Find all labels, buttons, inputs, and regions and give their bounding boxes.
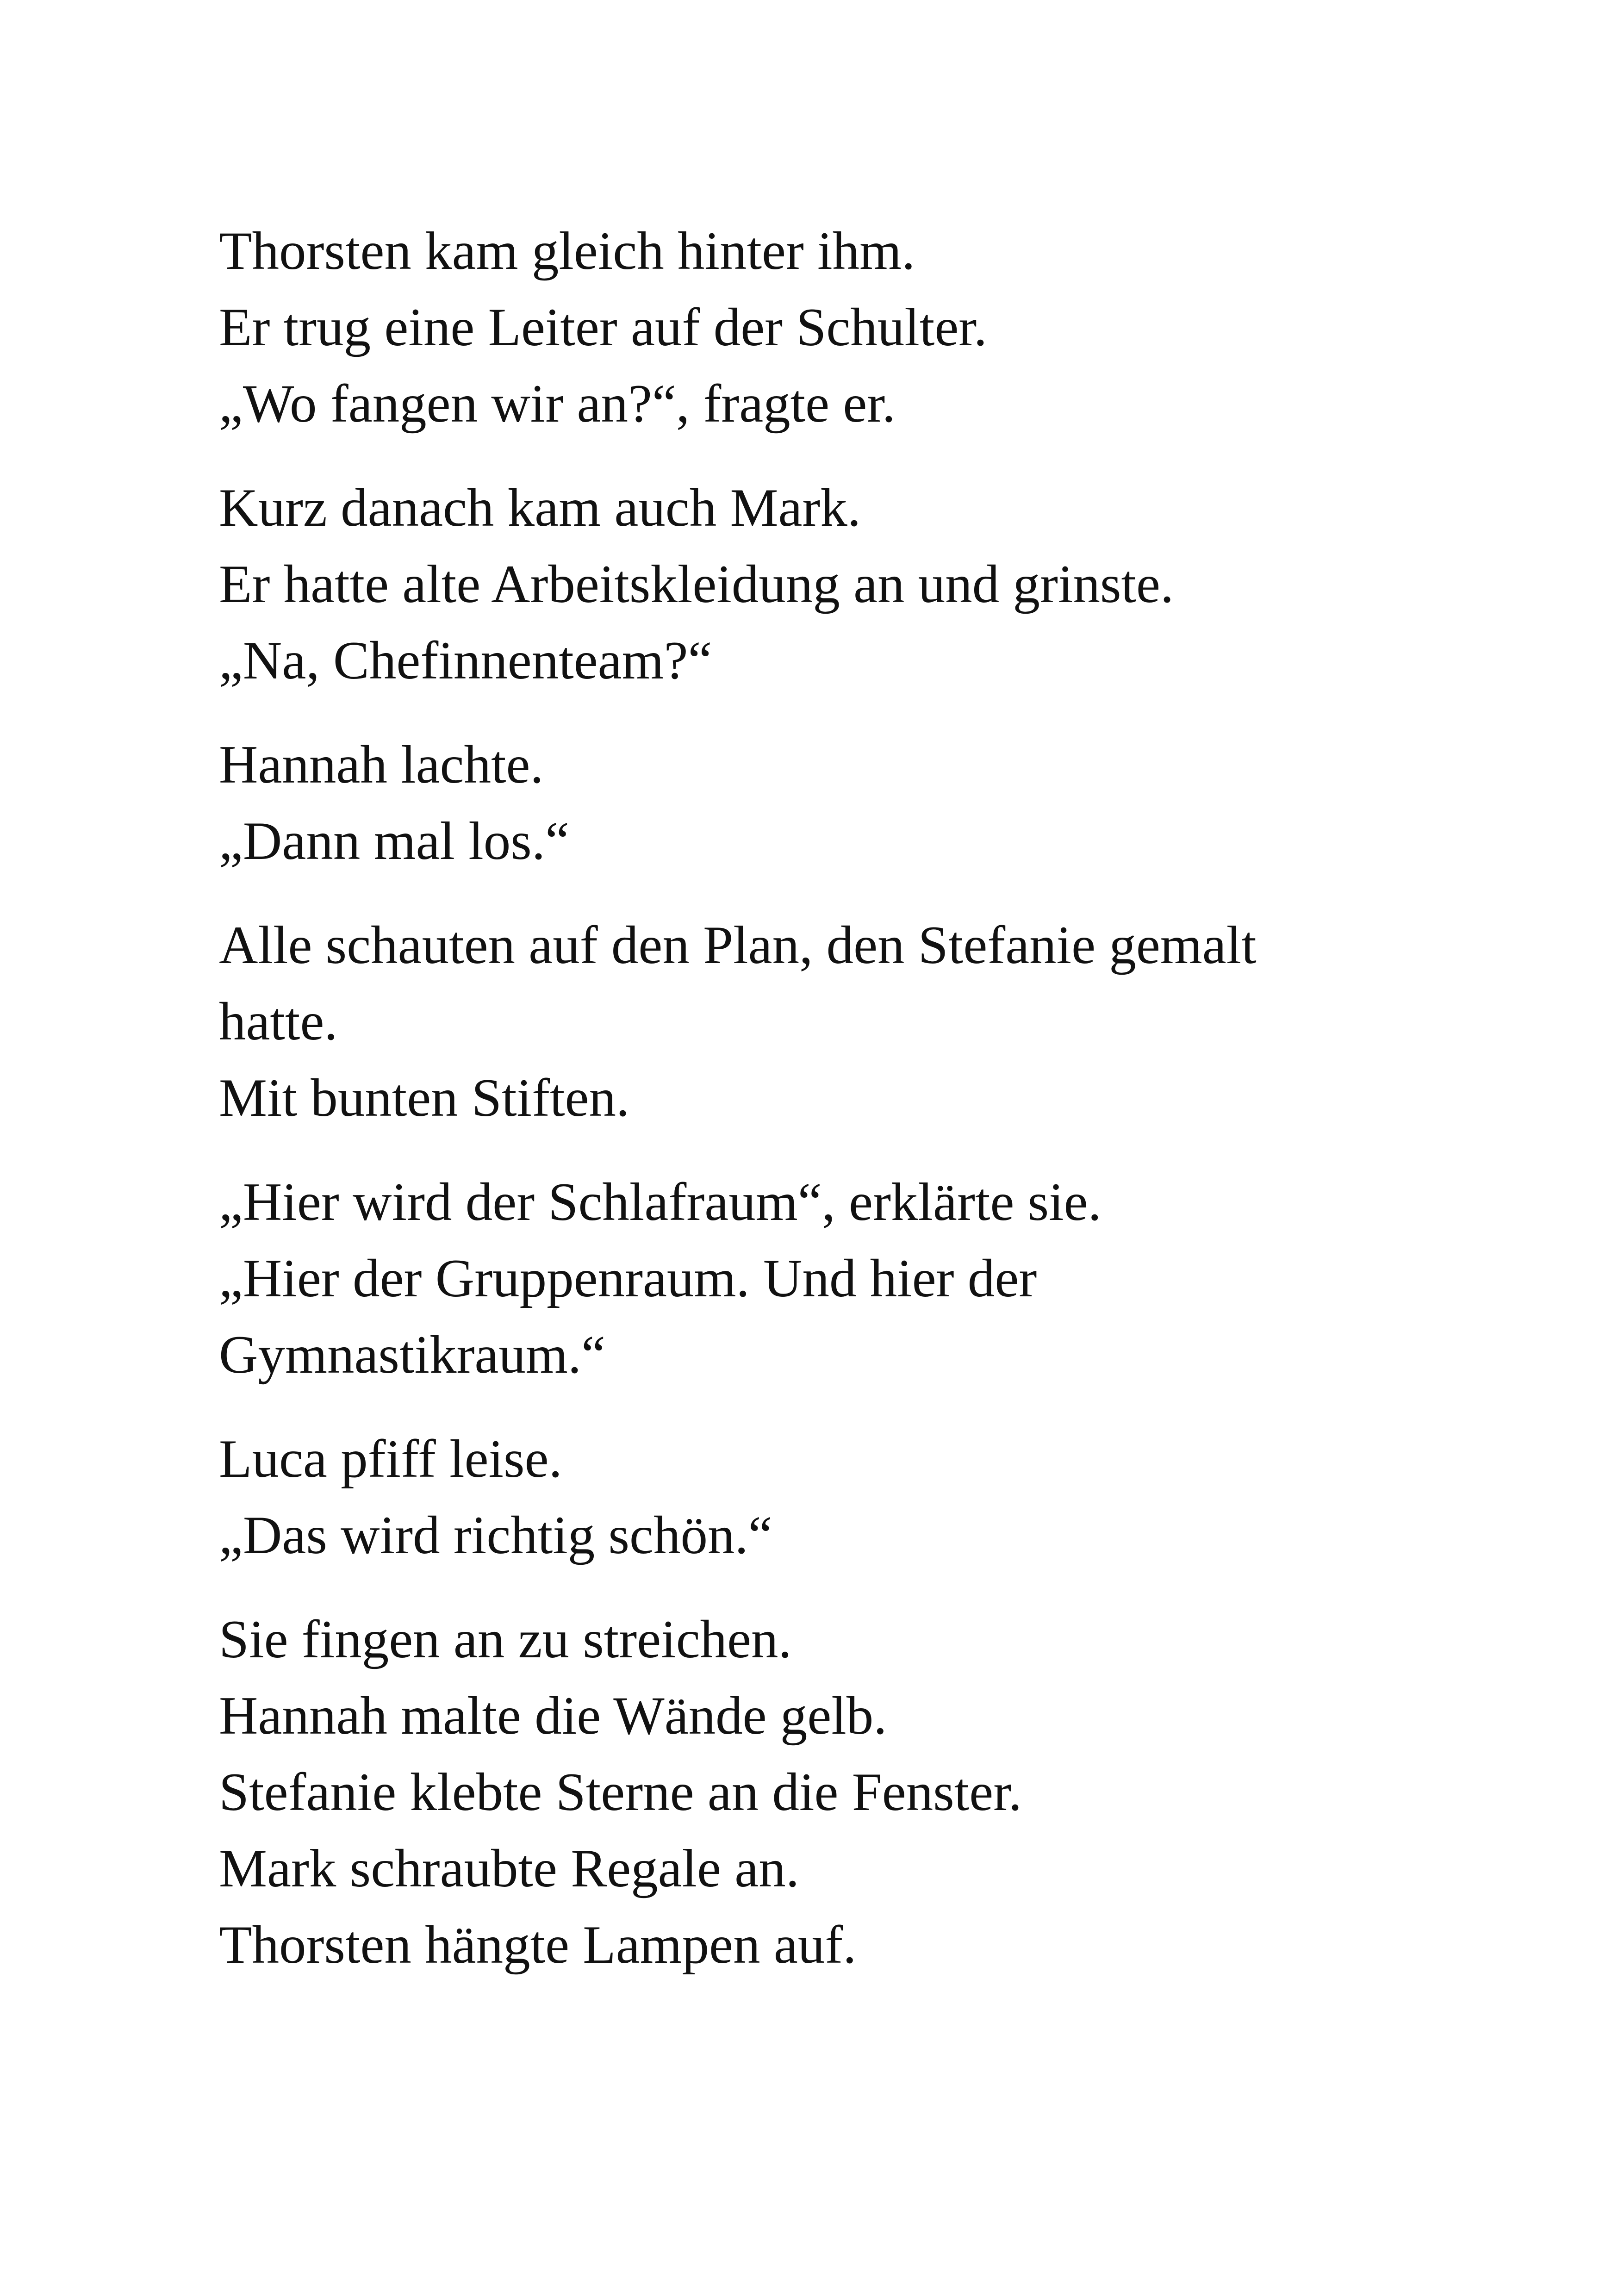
text-line: Mark schraubte Regale an. — [219, 1839, 799, 1898]
text-line: Alle schauten auf den Plan, den Stefanie gemalt — [219, 915, 1257, 975]
text-line: Luca pfiff leise. — [219, 1429, 562, 1489]
paragraph-3 — [219, 727, 1404, 879]
text-line: „Hier der Gruppenraum. Und hier der — [219, 1249, 1037, 1308]
text-line: Kurz danach kam auch Mark. — [219, 478, 861, 538]
text-line: Mit bunten Stiften. — [219, 1068, 630, 1128]
story-text — [219, 213, 1404, 2011]
paragraph-2 — [219, 470, 1404, 699]
text-line: Sie fingen an zu streichen. — [219, 1610, 792, 1669]
text-line: „Das wird richtig schön.“ — [219, 1506, 772, 1565]
text-line: Er hatte alte Arbeitskleidung an und grinste. — [219, 554, 1174, 614]
paragraph-5 — [219, 1164, 1404, 1393]
text-line: Hannah malte die Wände gelb. — [219, 1686, 887, 1746]
text-line: „Dann mal los.“ — [219, 811, 570, 871]
text-line: Thorsten hängte Lampen auf. — [219, 1915, 857, 1975]
paragraph-1 — [219, 213, 1404, 442]
text-line: Er trug eine Leiter auf der Schulter. — [219, 298, 988, 357]
paragraph-4 — [219, 907, 1404, 1136]
text-line: Hannah lachte. — [219, 735, 544, 795]
text-line: hatte. — [219, 992, 338, 1052]
text-line: Gymnastikraum.“ — [219, 1325, 606, 1385]
text-line: Thorsten kam gleich hinter ihm. — [219, 221, 915, 281]
text-line: Stefanie klebte Sterne an die Fenster. — [219, 1762, 1022, 1822]
paragraph-6 — [219, 1421, 1404, 1574]
text-line: „Na, Chefinnenteam?“ — [219, 631, 712, 691]
text-line: „Wo fangen wir an?“, fragte er. — [219, 374, 896, 434]
text-line: „Hier wird der Schlafraum“, erklärte sie. — [219, 1172, 1101, 1232]
paragraph-7 — [219, 1601, 1404, 1983]
